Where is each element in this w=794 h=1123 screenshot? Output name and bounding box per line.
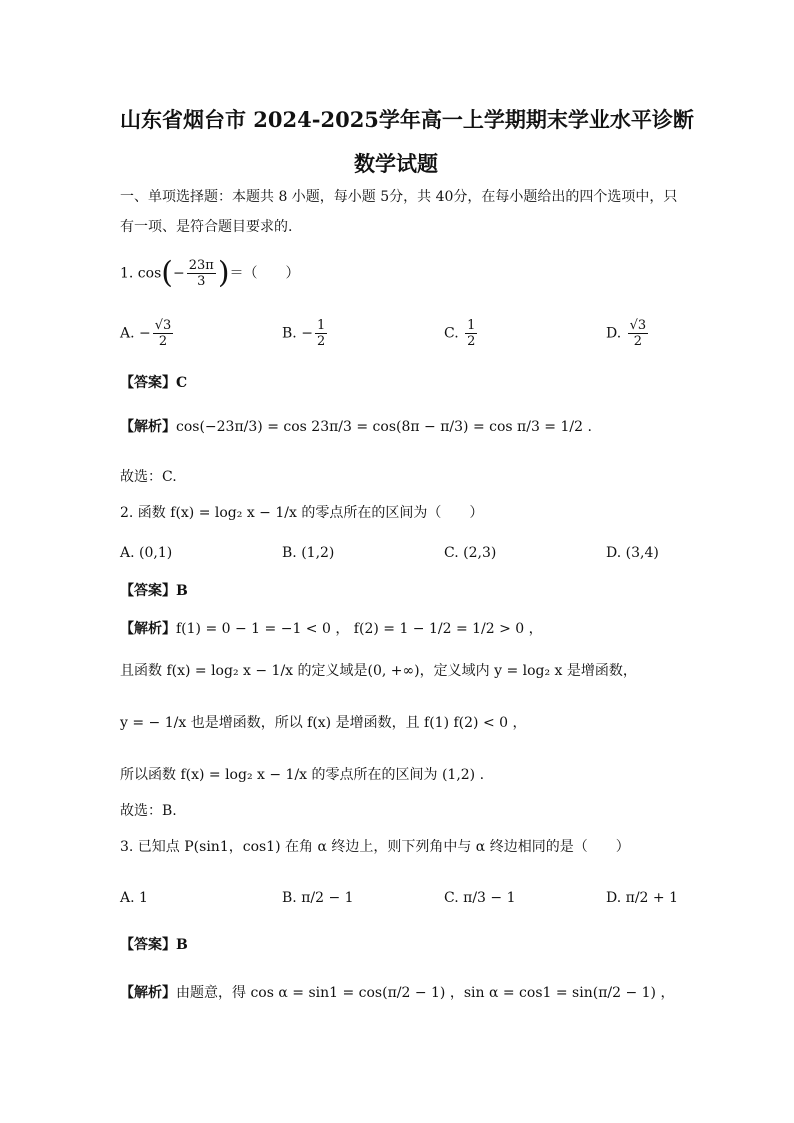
question-2-analysis-line-2: 且函数 f(x) = log₂ x − 1/x 的定义域是(0, +∞)，定义域内 y = log₂ x 是增函数， [120,663,637,679]
question-2-option-c: C. (2,3) [444,545,497,561]
question-3-stem: 3. 已知点 P(sin1，cos1) 在角 α 终边上，则下列角中与 α 终边相同的是（ ） [120,839,630,855]
question-2-analysis-line-3: y = − 1/x 也是增函数，所以 f(x) 是增函数，且 f(1) f(2) < 0 ， [120,715,527,731]
question-2-stem: 2. 函数 f(x) = log₂ x − 1/x 的零点所在的区间为（ ） [120,505,484,521]
document-title: 山东省烟台市 2024-2025学年高一上学期期末学业水平诊断 [120,107,694,132]
question-2-conclusion: 故选：B. [120,803,177,819]
question-2-option-d: D. (3,4) [606,545,659,561]
question-1-cos: 1. cos [120,265,162,282]
question-1-option-b: B. − $\frac{1}{2}$ [282,318,326,349]
question-2-answer: 【答案】B [120,583,188,599]
question-1-conclusion: 故选：C. [120,469,177,485]
question-1-analysis: 【解析】cos(−23π/3) = cos 23π/3 = cos(8π − π/3) = cos π/3 = 1/2 . [120,419,592,435]
question-2-option-a: A. (0,1) [120,545,173,561]
section-instructions-line-1: 一、单项选择题：本题共 8 小题，每小题 5分，共 40分，在每小题给出的四个选项中，只 [120,189,678,205]
question-1-answer: 【答案】C [120,375,188,391]
question-2-analysis-line-1: 【解析】f(1) = 0 − 1 = −1 < 0 ， f(2) = 1 − 1/2 = 1/2 > 0 ， [120,621,543,637]
question-3-analysis: 【解析】由题意，得 cos α = sin1 = cos(π/2 − 1) ，sin α = cos1 = sin(π/2 − 1) ， [120,985,675,1001]
question-1-option-c: C. $\frac{1}{2}$ [444,318,476,349]
question-1-option-a: A. − $\frac{√3}{2}$ [120,318,172,349]
question-3-option-d: D. π/2 + 1 [606,890,679,906]
document-subtitle: 数学试题 [354,151,438,176]
question-1-fraction: $\frac{23\pi}{3}$ [188,258,214,289]
question-1-option-d: D. $\frac{√3}{2}$ [606,318,647,349]
question-2-analysis-line-4: 所以函数 f(x) = log₂ x − 1/x 的零点所在的区间为 (1,2) . [120,767,485,783]
question-2-option-b: B. (1,2) [282,545,335,561]
question-3-option-b: B. π/2 − 1 [282,890,354,906]
question-3-option-a: A. 1 [120,890,148,906]
question-3-answer: 【答案】B [120,937,188,953]
question-1-blank: ＝（ ） [229,265,300,282]
section-instructions-line-2: 有一项、是符合题目要求的. [120,219,293,235]
question-3-option-c: C. π/3 − 1 [444,890,516,906]
question-1-stem: 1. cos(− $\frac{23\pi}{3}$ )＝（ ） [120,255,300,291]
